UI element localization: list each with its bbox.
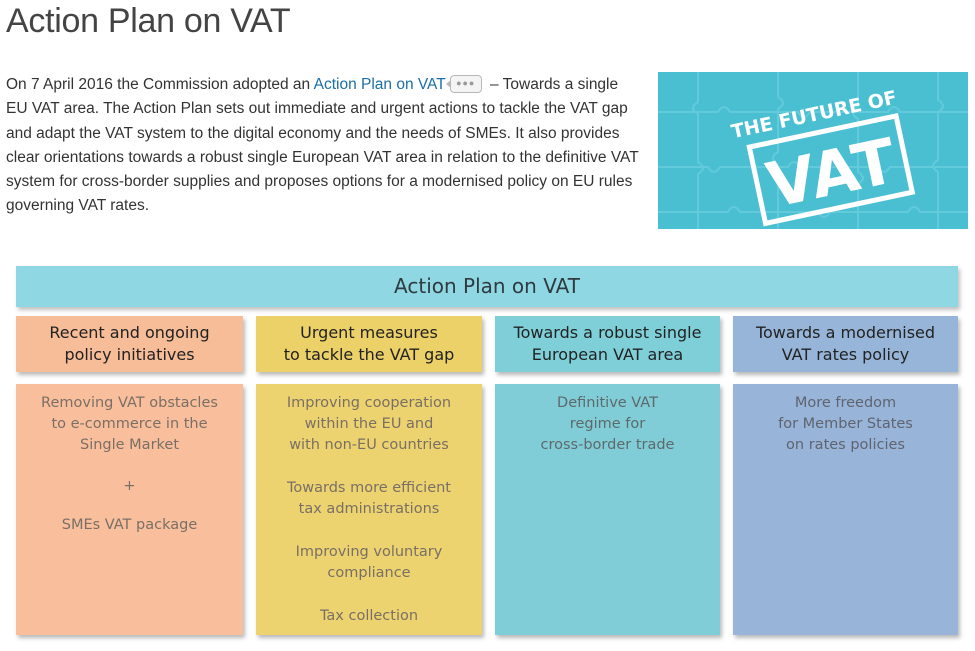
column-title: Towards a robust single European VAT area — [513, 323, 702, 364]
column-body-urgent-measures — [256, 384, 482, 635]
column-title: Towards a modernised VAT rates policy — [755, 323, 936, 364]
column-body-vat-rates-policy — [733, 384, 958, 635]
column-body-single-vat-area — [495, 384, 720, 635]
list-item: Removing VAT obstacles to e-commerce in the Single Market — [41, 395, 218, 453]
plus-separator: + — [123, 478, 136, 494]
intro-text-end: – Towards a single EU VAT area. The Action Plan sets out immediate and urgent actions to tackle the VAT gap and adapt the VAT system to the digital economy and the needs of SMEs. It also provides clear orientations towards a robust single European VAT area in relation to the definitive VAT system for cross-border supplies and proposes options for a modernised policy on EU rules governing VAT rates. — [6, 76, 639, 215]
column-body-recent-initiatives — [16, 384, 243, 635]
action-plan-link[interactable]: Action Plan on VAT — [313, 76, 446, 93]
page-title: Action Plan on VAT — [6, 2, 291, 40]
column-head-vat-rates-policy — [733, 316, 958, 372]
column-title: Urgent measures to tackle the VAT gap — [283, 323, 455, 364]
list-item: Improving voluntary compliance — [295, 544, 443, 581]
diagram-header: Action Plan on VAT — [16, 266, 958, 307]
column-head-single-vat-area — [495, 316, 720, 372]
vat-big-text: VAT — [760, 123, 903, 223]
future-of-text: THE FUTURE OF — [729, 86, 899, 144]
future-of-vat-image — [658, 72, 968, 229]
more-options-icon[interactable]: ●●● — [450, 75, 482, 93]
vat-stamp — [729, 87, 916, 228]
list-item: Definitive VAT regime for cross-border trade — [540, 395, 675, 453]
list-item: Improving cooperation within the EU and with non-EU countries — [286, 395, 452, 453]
column-head-recent-initiatives — [16, 316, 243, 372]
list-item: SMEs VAT package — [61, 517, 198, 533]
vat-illustration — [658, 72, 968, 229]
list-item: Towards more efficient tax administrations — [287, 480, 451, 517]
intro-text-start: On 7 April 2016 the Commission adopted an — [6, 76, 314, 93]
intro-paragraph — [6, 73, 641, 219]
column-title: Recent and ongoing policy initiatives — [49, 323, 210, 364]
list-item: More freedom for Member States on rates policies — [778, 395, 913, 453]
column-head-urgent-measures — [256, 316, 482, 372]
list-item: Tax collection — [319, 608, 419, 624]
